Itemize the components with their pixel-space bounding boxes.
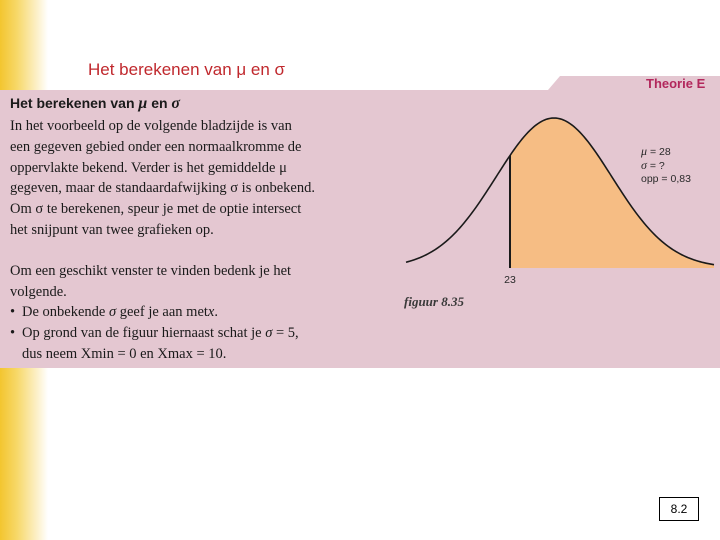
parameter-box [641,145,691,186]
text-line: oppervlakte bekend. Verder is het gemiddelde μ [10,159,287,176]
text-line: volgende. [10,283,67,300]
text-line: een gegeven gebied onder een normaalkromme de [10,138,302,155]
text-line: In het voorbeeld op de volgende bladzijde is van [10,118,292,134]
sigma-symbol: σ [641,158,647,172]
bullet-dot-icon: • [10,304,16,320]
heading-sigma: σ [171,95,181,112]
bullet-sigma: σ [265,324,273,341]
area-param: opp = 0,83 [641,173,691,185]
heading-mu: μ [138,95,148,112]
bullet-text: . [214,304,218,320]
heading-text: Het berekenen van [10,95,135,111]
shaded-area [510,118,714,268]
slide-title: Het berekenen van μ en σ [88,60,286,79]
paragraph-window [10,261,291,303]
bullet-text: = 5, [275,324,299,341]
bullet-dot-icon: • [10,324,16,341]
x-tick-label: 23 [504,274,516,286]
bullet-continuation [8,344,299,365]
bullet-text: geef je aan met [119,304,208,320]
bullet-text: Op grond van de figuur hiernaast schat je [22,324,262,341]
bullet-text: dus neem Xmin = 0 en Xmax = 10. [22,345,227,362]
paragraph-intro [10,116,315,241]
sigma-value: = ? [649,160,665,172]
page-number: 8.2 [659,497,699,521]
bullet-item [8,302,299,323]
sigma-param [641,159,691,173]
section-heading [10,95,180,113]
mu-value: = 28 [649,146,671,158]
text-line: Om een geschikt venster te vinden bedenk je het [10,263,292,279]
bullet-sigma: σ [108,304,117,320]
normal-curve-figure [400,100,720,300]
bullet-text: De onbekende [22,304,106,320]
figure-caption: figuur 8.35 [404,294,464,309]
text-line: Om σ te berekenen, speur je met de optie intersect [10,201,302,218]
mu-symbol: μ [641,144,648,158]
bullet-x: x [207,304,215,320]
text-line: gegeven, maar de standaardafwijking σ is onbekend. [10,180,315,197]
bullet-item [8,323,299,344]
bullet-list [8,302,299,364]
heading-en: en [151,95,168,111]
mu-param [641,145,691,159]
text-line: het snijpunt van twee grafieken op. [10,221,214,238]
theorie-label: Theorie E [646,76,706,91]
